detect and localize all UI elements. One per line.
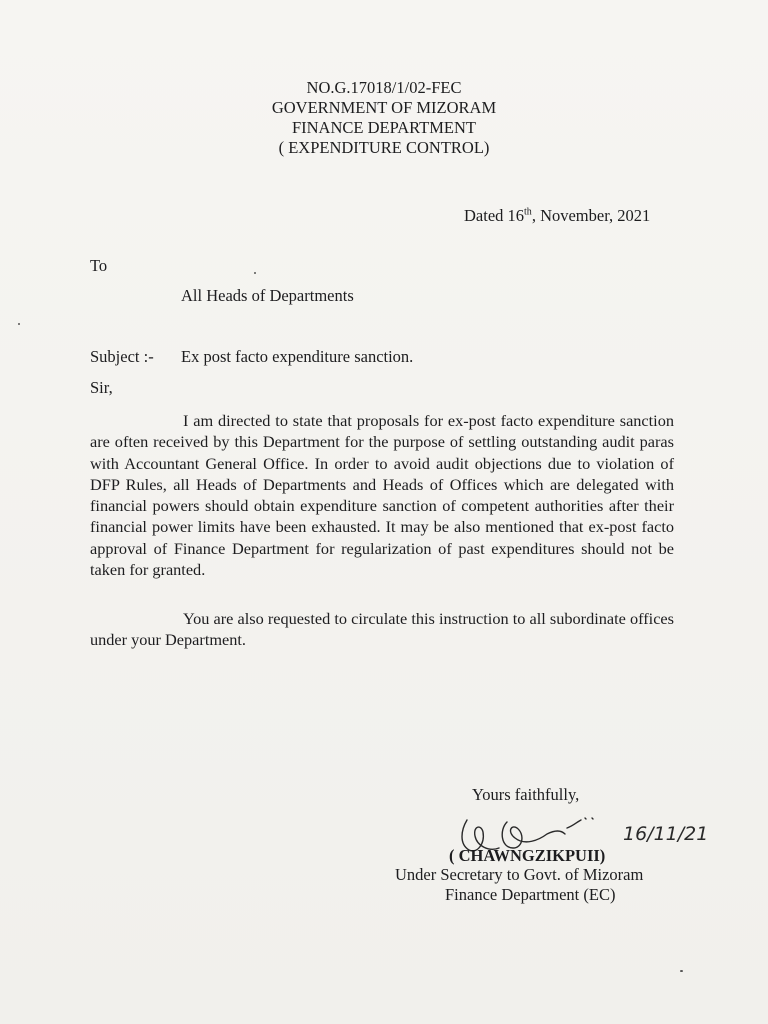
salutation: Sir, xyxy=(90,378,113,397)
scan-speck xyxy=(680,970,683,972)
handwritten-date: 16/11/21 xyxy=(623,823,709,845)
subject-label: Subject :- xyxy=(90,347,154,366)
body-paragraph-2: You are also requested to circulate this instruction to all subordinate offices under your Department. xyxy=(90,609,674,650)
subject-text: Ex post facto expenditure sanction. xyxy=(181,347,414,366)
recipient: All Heads of Departments xyxy=(181,286,354,305)
signatory-department: Finance Department (EC) xyxy=(445,885,616,904)
date-rest: , November, 2021 xyxy=(531,206,651,225)
letter-date xyxy=(464,206,650,226)
date-prefix: Dated 16 xyxy=(464,206,525,225)
to-label: To xyxy=(90,256,108,275)
reference-number: NO.G.17018/1/02-FEC xyxy=(306,78,462,97)
signatory-name: ( CHAWNGZIKPUII) xyxy=(449,846,606,865)
scan-speck xyxy=(18,323,20,325)
division-name: ( EXPENDITURE CONTROL) xyxy=(278,138,490,157)
signatory-designation: Under Secretary to Govt. of Mizoram xyxy=(395,865,644,884)
letter-header xyxy=(0,78,768,158)
government-name: GOVERNMENT OF MIZORAM xyxy=(271,98,497,117)
date-suffix: th xyxy=(524,206,532,218)
body-paragraph-1: I am directed to state that proposals for ex-post facto expenditure sanction are often received by this Department for the purpose of settling outstanding audit paras with Accountant General Office. In order to avoid audit objections due to violation of DFP Rules, all Heads of Departments and Heads of Offices which are delegated with financial powers should obtain expenditure sanction of competent authorities after their financial power limits have been exhausted. It may be also mentioned that ex-post facto approval of Finance Department for regularization of past expenditures should not be taken for granted. xyxy=(90,411,674,580)
closing: Yours faithfully, xyxy=(472,785,580,804)
department-name: FINANCE DEPARTMENT xyxy=(291,118,477,137)
scan-speck xyxy=(254,272,256,274)
